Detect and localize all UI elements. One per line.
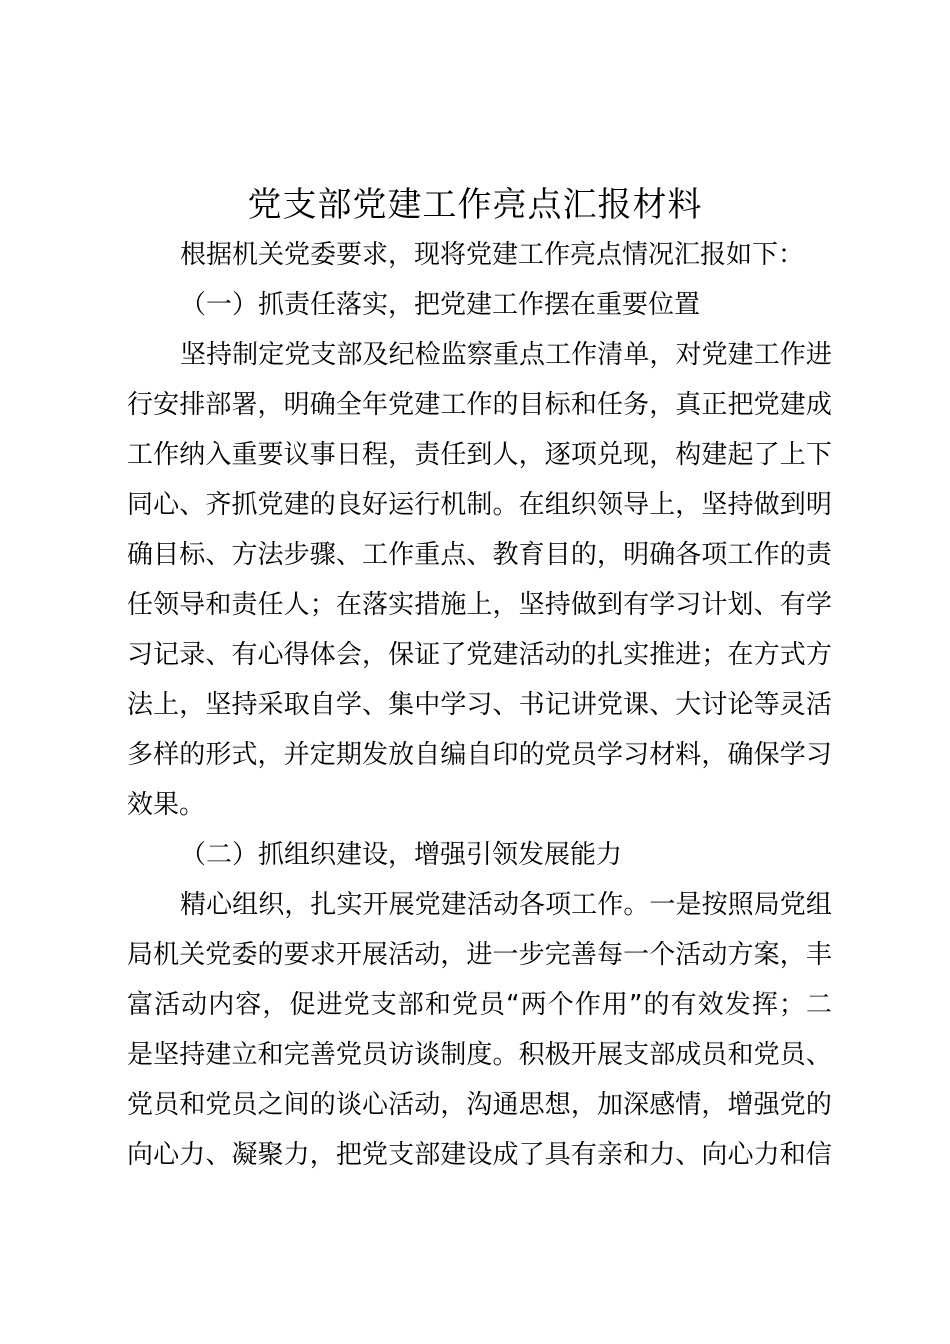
body-line: 法 上 ， 坚 持 采 取 自 学 、 集 中 学 习 、 书 记 讲 党 课 、 大 讨 论 等 灵 活 — [127, 690, 832, 720]
body-line: 工 作 纳 入 重 要 议 事 日 程 ， 责 任 到 人 ， 逐 项 兑 现 ， 构 建 起 了 上 下 — [127, 440, 832, 470]
body-line: 坚 持 制 定 党 支 部 及 纪 检 监 察 重 点 工 作 清 单 ， 对 党 建 工 作 进 — [180, 340, 832, 370]
body-line: 富 活 动 内 容 ， 促 进 党 支 部 和 党 员 “ 两 个 作 用 ” 的 有 效 发 挥 ； 二 — [127, 990, 832, 1020]
document-title: 党支部党建工作亮点汇报材料 — [247, 185, 703, 225]
body-line: 多 样 的 形 式 ， 并 定 期 发 放 自 编 自 印 的 党 员 学 习 材 料 ， 确 保 学 习 — [127, 740, 832, 770]
body-line: 行 安 排 部 署 ， 明 确 全 年 党 建 工 作 的 目 标 和 任 务 ， 真 正 把 党 建 成 — [127, 390, 832, 420]
body-line: 是 坚 持 建 立 和 完 善 党 员 访 谈 制 度 。 积 极 开 展 支 部 成 员 和 党 员 、 — [127, 1040, 832, 1070]
body-line: 局 机 关 党 委 的 要 求 开 展 活 动 ， 进 一 步 完 善 每 一 个 活 动 方 案 ， 丰 — [127, 940, 832, 970]
body-line: 向 心 力 、 凝 聚 力 ， 把 党 支 部 建 设 成 了 具 有 亲 和 力 、 向 心 力 和 信 — [127, 1140, 832, 1170]
body-line: 效果。 — [127, 790, 206, 820]
body-line: 习 记 录 、 有 心 得 体 会 ， 保 证 了 党 建 活 动 的 扎 实 推 进 ； 在 方 式 方 — [127, 640, 832, 670]
body-line: 精 心 组 织 ， 扎 实 开 展 党 建 活 动 各 项 工 作 。 一 是 按 照 局 党 组 — [180, 890, 832, 920]
body-line: （一）抓责任落实，把党建工作摆在重要位置 — [180, 290, 701, 320]
body-line: 确 目 标 、 方 法 步 骤 、 工 作 重 点 、 教 育 目 的 ， 明 确 各 项 工 作 的 责 — [127, 540, 832, 570]
body-line: 根据机关党委要求，现将党建工作亮点情况汇报如下： — [180, 240, 805, 270]
body-line: 同 心 、 齐 抓 党 建 的 良 好 运 行 机 制 。 在 组 织 领 导 上 ， 坚 持 做 到 明 — [127, 490, 832, 520]
body-line: 党 员 和 党 员 之 间 的 谈 心 活 动 ， 沟 通 思 想 ， 加 深 感 情 ， 增 强 党 的 — [127, 1090, 832, 1120]
body-line: 任 领 导 和 责 任 人 ； 在 落 实 措 施 上 ， 坚 持 做 到 有 学 习 计 划 、 有 学 — [127, 590, 832, 620]
body-line: （二）抓组织建设，增强引领发展能力 — [180, 840, 623, 870]
